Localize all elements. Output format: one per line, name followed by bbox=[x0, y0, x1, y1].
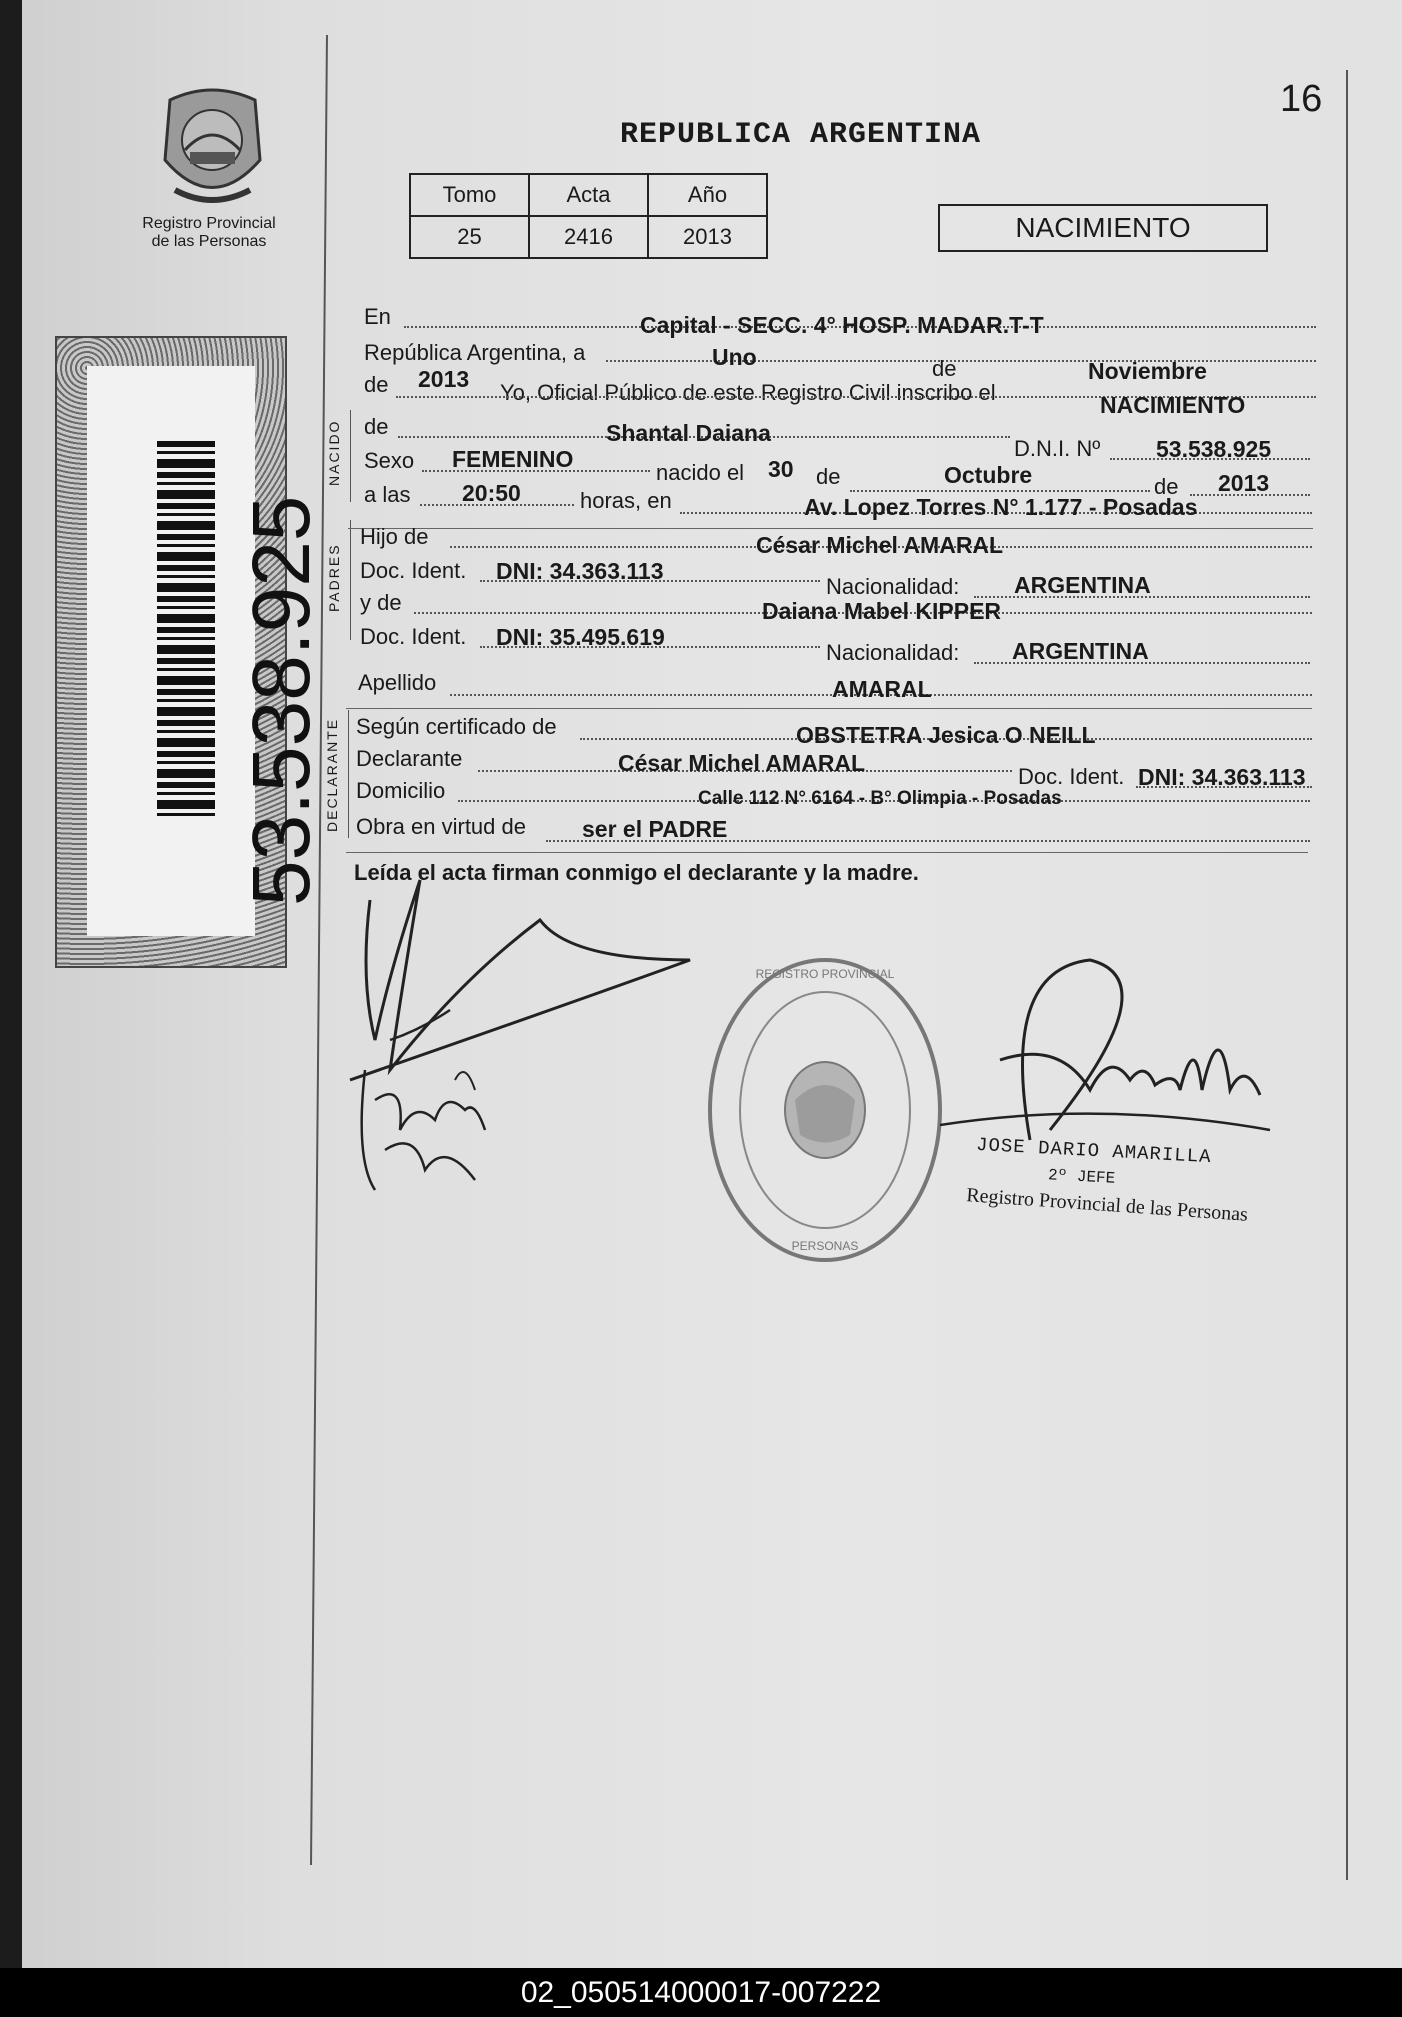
label-a-las: a las bbox=[364, 482, 411, 507]
label-de: de bbox=[932, 356, 957, 381]
value-nac-madre: ARGENTINA bbox=[1012, 638, 1149, 664]
value-anio: 2013 bbox=[418, 366, 470, 392]
label-en: En bbox=[364, 304, 391, 329]
table-header-tomo: Tomo bbox=[410, 174, 529, 216]
value-nombre: Shantal Daiana bbox=[606, 420, 771, 446]
document-title: REPUBLICA ARGENTINA bbox=[620, 118, 982, 152]
value-sexo: FEMENINO bbox=[452, 446, 574, 472]
side-label-nacido: NACIDO bbox=[326, 419, 342, 486]
dots bbox=[850, 490, 1150, 492]
barcode-panel bbox=[55, 336, 327, 968]
barcode-inner bbox=[87, 366, 327, 936]
label-domicilio: Domicilio bbox=[356, 778, 446, 803]
value-dia-nac: 30 bbox=[768, 456, 794, 482]
value-lugar: Capital - SECC. 4° HOSP. MADAR.T-T bbox=[640, 312, 1044, 338]
label-doc-ident-declarante: Doc. Ident. bbox=[1018, 764, 1125, 789]
label-yo: Yo, Oficial Público de este Registro Civil inscribo el bbox=[500, 380, 996, 405]
label-apellido: Apellido bbox=[358, 670, 437, 695]
label-republica: República Argentina, a bbox=[364, 340, 586, 365]
value-domicilio: Calle 112 N° 6164 - B° Olimpia - Posadas bbox=[698, 788, 1062, 809]
table-header-acta: Acta bbox=[529, 174, 648, 216]
page-number: 16 bbox=[1280, 78, 1323, 120]
value-dni-declarante: DNI: 34.363.113 bbox=[1138, 764, 1306, 790]
value-lugar-nac: Av. Lopez Torres N° 1.177 - Posadas bbox=[804, 494, 1198, 520]
value-mes: Noviembre bbox=[1088, 358, 1207, 384]
org-name-line2: de las Personas bbox=[151, 233, 267, 250]
label-obra: Obra en virtud de bbox=[356, 814, 526, 839]
right-margin-line bbox=[1346, 70, 1348, 1880]
barcode-number: 53.538.925 bbox=[236, 495, 327, 906]
separator bbox=[346, 852, 1308, 853]
svg-text:REGISTRO PROVINCIAL: REGISTRO PROVINCIAL bbox=[755, 967, 895, 981]
label-dni: D.N.I. Nº bbox=[1014, 436, 1101, 461]
label-doc-ident-padre: Doc. Ident. bbox=[360, 558, 467, 583]
label-de-anio-nac: de bbox=[1154, 474, 1179, 499]
value-dni-padre: DNI: 34.363.113 bbox=[496, 558, 664, 584]
footer-id: 02_050514000017-007222 bbox=[520, 1976, 882, 2009]
value-acto: NACIMIENTO bbox=[1100, 392, 1246, 418]
value-hora: 20:50 bbox=[462, 480, 521, 506]
label-sexo: Sexo bbox=[364, 448, 415, 473]
table-value-anio: 2013 bbox=[648, 216, 767, 258]
table-header-anio: Año bbox=[648, 174, 767, 216]
label-declarante: Declarante bbox=[356, 746, 463, 771]
value-declarante: César Michel AMARAL bbox=[618, 750, 866, 776]
label-doc-ident-madre: Doc. Ident. bbox=[360, 624, 467, 649]
org-name bbox=[124, 215, 294, 251]
label-nacido-el: nacido el bbox=[656, 460, 745, 485]
signature-madre bbox=[345, 1040, 515, 1200]
closing-statement: Leída el acta firman conmigo el declarante y la madre. bbox=[354, 860, 919, 885]
value-nac-padre: ARGENTINA bbox=[1014, 572, 1151, 598]
footer-bar bbox=[0, 1968, 1402, 2017]
scan-edge bbox=[0, 0, 22, 1968]
separator bbox=[346, 708, 1312, 709]
value-dni: 53.538.925 bbox=[1156, 436, 1272, 462]
side-label-padres: PADRES bbox=[326, 543, 342, 612]
label-hijo-de: Hijo de bbox=[360, 524, 429, 549]
table-value-acta: 2416 bbox=[529, 216, 648, 258]
label-segun: Según certificado de bbox=[356, 714, 557, 739]
value-anio-nac: 2013 bbox=[1218, 470, 1270, 496]
org-name-line1: Registro Provincial bbox=[142, 215, 276, 232]
side-label-declarante: DECLARANTE bbox=[324, 717, 340, 832]
value-dni-madre: DNI: 35.495.619 bbox=[496, 624, 665, 650]
official-role: 2º JEFE bbox=[1047, 1166, 1116, 1188]
crest-logo bbox=[150, 80, 275, 210]
barcode-bars bbox=[157, 441, 215, 816]
label-horas-en: horas, en bbox=[580, 488, 672, 513]
official-name: JOSE DARIO AMARILLA bbox=[975, 1133, 1213, 1169]
table-value-tomo: 25 bbox=[410, 216, 529, 258]
separator bbox=[348, 528, 1313, 529]
value-dia: Uno bbox=[712, 344, 757, 370]
value-mes-nac: Octubre bbox=[944, 462, 1033, 488]
nacido-bracket bbox=[350, 410, 351, 502]
official-stamp bbox=[700, 950, 950, 1270]
label-y-de: y de bbox=[360, 590, 402, 615]
value-obra: ser el PADRE bbox=[582, 816, 728, 842]
label-de-anio: de bbox=[364, 372, 389, 397]
registry-table bbox=[409, 173, 768, 259]
value-padre: César Michel AMARAL bbox=[756, 532, 1004, 558]
label-de-nombre: de bbox=[364, 414, 389, 439]
official-org: Registro Provincial de las Personas bbox=[965, 1184, 1249, 1226]
padres-bracket bbox=[350, 520, 351, 640]
label-nacionalidad-padre: Nacionalidad: bbox=[826, 574, 960, 599]
label-de-mes: de bbox=[816, 464, 841, 489]
svg-text:PERSONAS: PERSONAS bbox=[791, 1239, 859, 1253]
value-apellido: AMARAL bbox=[832, 676, 932, 702]
label-nacionalidad-madre: Nacionalidad: bbox=[826, 640, 960, 665]
declarante-bracket bbox=[348, 710, 349, 838]
value-certificado: OBSTETRA Jesica O NEILL bbox=[796, 722, 1096, 748]
record-type-box: NACIMIENTO bbox=[938, 204, 1268, 252]
value-madre: Daiana Mabel KIPPER bbox=[762, 598, 1002, 624]
